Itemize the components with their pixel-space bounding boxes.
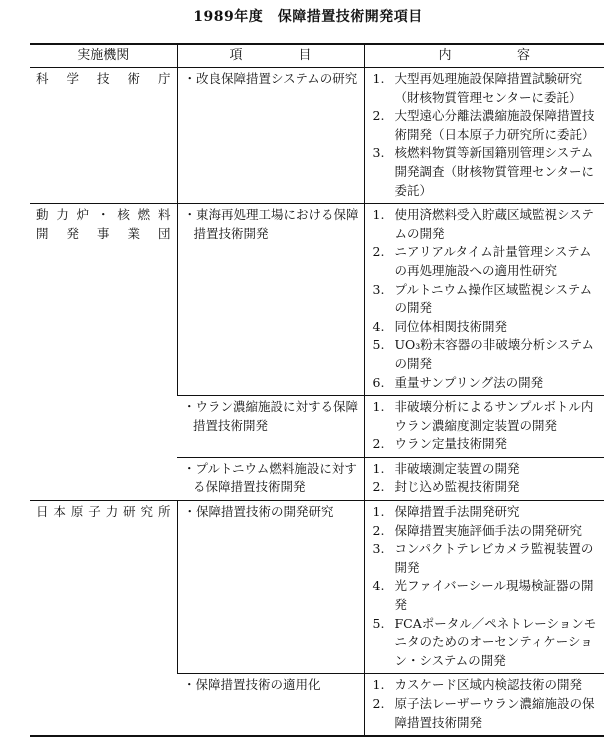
item-text: ・プルトニウム燃料施設に対する保障措置技術開発 [183,460,357,495]
list-item: 2. ウラン定量技術開発 [372,436,508,452]
item-cell [177,396,364,458]
org-name-line-1: 動 力 炉 ・ 核 燃 料 [36,207,171,223]
list-item: 2. 封じ込め監視技術開発 [372,479,520,495]
safeguards-table [30,43,604,737]
item-text: ・保障措置技術の適用化 [183,677,321,693]
list-item: 1. 非破壊分析によるサンプルボトル内ウラン濃縮度測定装置の開発 [372,399,594,433]
list-item: 4. 同位体相関技術開発 [372,318,508,334]
item-cell [177,457,364,500]
content-cell [364,457,604,500]
list-item: 6. 重量サンプリング法の開発 [372,374,544,390]
item-text: ・ウラン濃縮施設に対する保障措置技術開発 [183,399,359,433]
content-list [371,206,601,392]
header-content-char-1: 内 [438,47,452,63]
content-cell [364,204,604,396]
header-org: 実施機関 [30,44,177,68]
item-text: ・保障措置技術の開発研究 [183,504,334,520]
org-name: 科 学 技 術 庁 [36,71,171,86]
list-item: 2. 保障措置実施評価手法の開発研究 [372,522,583,538]
header-item [177,44,364,68]
list-item: 4. 光ファイバーシール現場検証器の開発 [372,578,594,613]
content-list [371,398,601,454]
item-text: ・東海再処理工場における保障措置技術開発 [183,207,359,241]
header-item-char-1: 項 [229,47,243,63]
list-item: 1. 非破壊測定装置の開発 [372,460,520,476]
list-item: 3. プルトニウム操作区域監視システムの開発 [372,281,593,316]
table-header-row [30,44,604,68]
content-cell [364,674,604,736]
table-row [30,68,604,204]
org-cell [30,204,177,501]
content-cell [364,501,604,674]
org-cell [30,501,177,737]
header-content-char-2: 容 [516,47,530,63]
list-item: 5. UO₃粉末容器の非破壊分析システムの開発 [372,337,595,371]
org-name: 日 本 原 子 力 研 究 所 [36,504,171,520]
item-cell [177,204,364,396]
table-row [30,204,604,396]
table-row [30,501,604,674]
item-text: ・改良保障措置システムの研究 [183,71,358,86]
list-item: 2. 原子法レーザーウラン濃縮施設の保障措置技術開発 [372,696,595,730]
content-list [371,70,601,200]
list-item: 1. 大型再処理施設保障措置試験研究（財核物質管理センターに委託） [372,71,583,105]
item-cell [177,501,364,674]
list-item: 1. 使用済燃料受入貯蔵区域監視システムの開発 [372,207,594,241]
org-cell [30,68,177,204]
list-item: 1. カスケード区域内検認技術の開発 [372,677,583,693]
list-item: 2. 大型遠心分離法濃縮施設保障措置技術開発（日本原子力研究所に委託） [372,108,595,142]
content-list [371,503,601,670]
list-item: 2. ニアリアルタイム計量管理システムの再処理施設への適用性研究 [372,244,592,278]
list-item: 3. 核燃料物質等新国籍別管理システム開発調査（財核物質管理センターに委託） [372,145,595,198]
item-cell [177,674,364,736]
org-name-line-2: 開 発 事 業 団 [36,225,171,241]
document-title: 1989年度 保障措置技術開発項目 [193,9,423,25]
content-cell [364,396,604,458]
header-content [364,44,604,68]
content-list [371,676,601,732]
item-cell [177,68,364,204]
content-list [371,460,601,497]
list-item: 5. FCAポータル／ペネトレーションモニタのためのオーセンティケーション・システムの開発 [372,615,597,668]
list-item: 1. 保障措置手法開発研究 [372,504,520,520]
list-item: 3. コンパクトテレビカメラ監視装置の開発 [372,541,594,575]
content-cell [364,68,604,204]
header-item-char-2: 目 [298,47,312,63]
